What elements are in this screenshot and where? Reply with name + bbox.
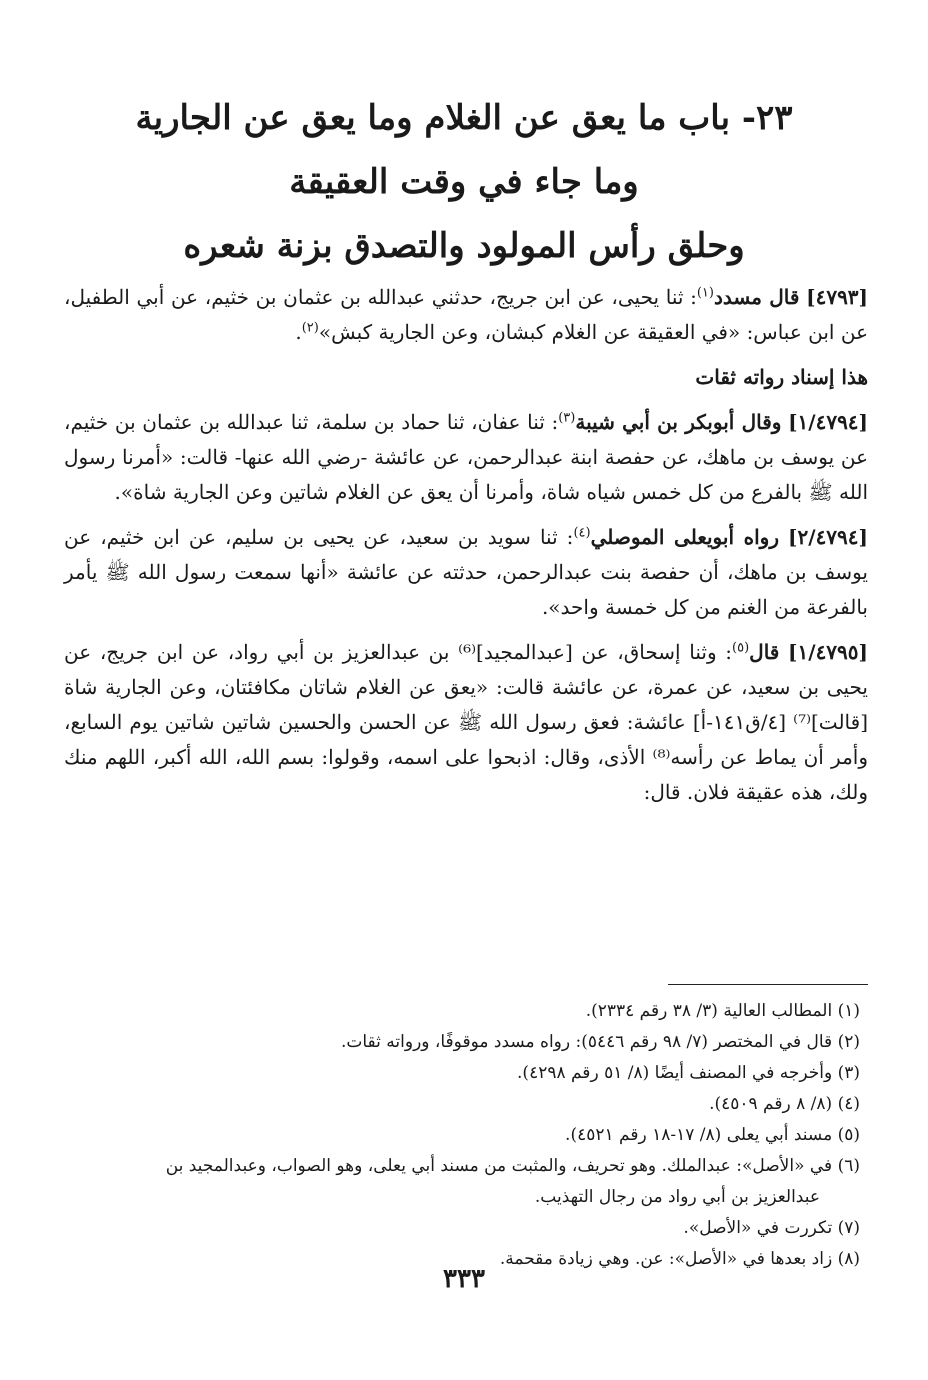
footnote-1: (١) المطالب العالية (٣/ ٣٨ رقم ٢٣٣٤). [585,1001,860,1021]
hadith-entry-4794-1 [64,405,868,510]
chapter-title-line-1: ٢٣- باب ما يعق عن الغلام وما يعق عن الجارية [135,98,793,138]
hadith-entry-4794-2 [64,520,868,625]
isnad-note: هذا إسناد رواته ثقات [695,365,868,389]
footnote-divider [668,984,868,985]
footnote-8: (٨) زاد بعدها في «الأصل»: عن. وهي زيادة مقحمة. [499,1249,860,1269]
hadith-speaker: قال [749,640,780,664]
footnote-ref: (٣) [558,410,576,426]
hadith-tail: . [295,320,302,344]
hadith-speaker: قال مسدد [713,285,800,309]
hadith-speaker: رواه أبويعلى الموصلي [590,525,779,549]
main-text [64,280,868,820]
footnote-6-continued: عبدالعزيز بن أبي رواد من رجال التهذيب. [534,1187,820,1207]
hadith-text: : وثنا إسحاق، عن [عبدالمجيد]⁽⁶⁾ بن عبدالعزيز بن أبي رواد، عن ابن جريج، عن يحيى بن سعيد، عن عمرة، عن عائشة قالت: «يعق عن الغلام شاتان مكافئتان، وعن الجارية شاة [قالت]⁽⁷⁾ [٤/ق١٤١-أ] عائشة: فعق رسول الله ﷺ عن الحسن والحسين شاتين شاتين يوم السابع، وأمر أن يماط عن رأسه⁽⁸⁾ الأذى، وقال: اذبحوا على اسمه، وقولوا: بسم الله، الله أكبر، اللهم منك ولك، هذه عقيقة فلان. قال: [64,640,869,804]
footnote-6: (٦) في «الأصل»: عبدالملك. وهو تحريف، والمثبت من مسند أبي يعلى، وهو الصواب، وعبدالمجيد بن [165,1156,860,1176]
hadith-text: : ثنا يحيى، عن ابن جريج، حدثني عبدالله بن عثمان بن خثيم، عن أبي الطفيل، عن ابن عباس: «في العقيقة عن الغلام كبشان، وعن الجارية كبش» [64,285,868,344]
hadith-entry-4795-1 [64,635,868,810]
footnote-5: (٥) مسند أبي يعلى (٨/ ١٧-١٨ رقم ٤٥٢١). [565,1125,860,1145]
hadith-text: : ثنا سويد بن سعيد، عن يحيى بن سليم، عن ابن خثيم، عن يوسف بن ماهك، أن حفصة بنت عبدالرحمن، حدثته عن عائشة «أنها سمعت رسول الله ﷺ يأمر بالفرعة من الغنم من كل خمسة واحد». [64,525,868,619]
footnote-7: (٧) تكررت في «الأصل». [683,1218,860,1238]
hadith-speaker: وقال أبوبكر بن أبي شيبة [575,410,782,434]
footnote-ref: (٢) [301,320,319,336]
footnote-3: (٣) وأخرجه في المصنف أيضًا (٨/ ٥١ رقم ٤٢٩٨). [517,1063,860,1083]
hadith-text: : ثنا عفان، ثنا حماد بن سلمة، ثنا عبدالله بن عثمان بن خثيم، عن يوسف بن ماهك، عن حفصة ابنة عبدالرحمن، عن عائشة -رضي الله عنها- قالت: «أمرنا رسول الله ﷺ بالفرع من كل خمس شياه شاة، وأمرنا أن يعق عن الغلام شاتين وعن الجارية شاة». [64,410,868,504]
footnote-4: (٤) (٨/ ٨ رقم ٤٥٠٩). [709,1094,860,1114]
hadith-number: [١/٤٧٩٤] [788,410,869,434]
page-number: ٣٣٣ [443,1264,485,1294]
hadith-number: [٢/٤٧٩٤] [788,525,868,549]
chapter-title-line-2: وما جاء في وقت العقيقة [289,162,639,202]
chapter-title-line-3: وحلق رأس المولود والتصدق بزنة شعره [183,226,745,266]
chapter-title [60,86,868,278]
footnote-ref: (٤) [573,525,591,541]
hadith-number: [١/٤٧٩٥] [788,640,868,664]
footnote-ref: (١) [696,285,714,301]
footnotes [60,996,860,1275]
hadith-entry-4793 [64,280,868,350]
hadith-number: [٤٧٩٣] [806,285,869,309]
footnote-2: (٢) قال في المختصر (٧/ ٩٨ رقم ٥٤٤٦): رواه مسدد موقوفًا، ورواته ثقات. [340,1032,860,1052]
footnote-ref: (٥) [732,640,750,656]
